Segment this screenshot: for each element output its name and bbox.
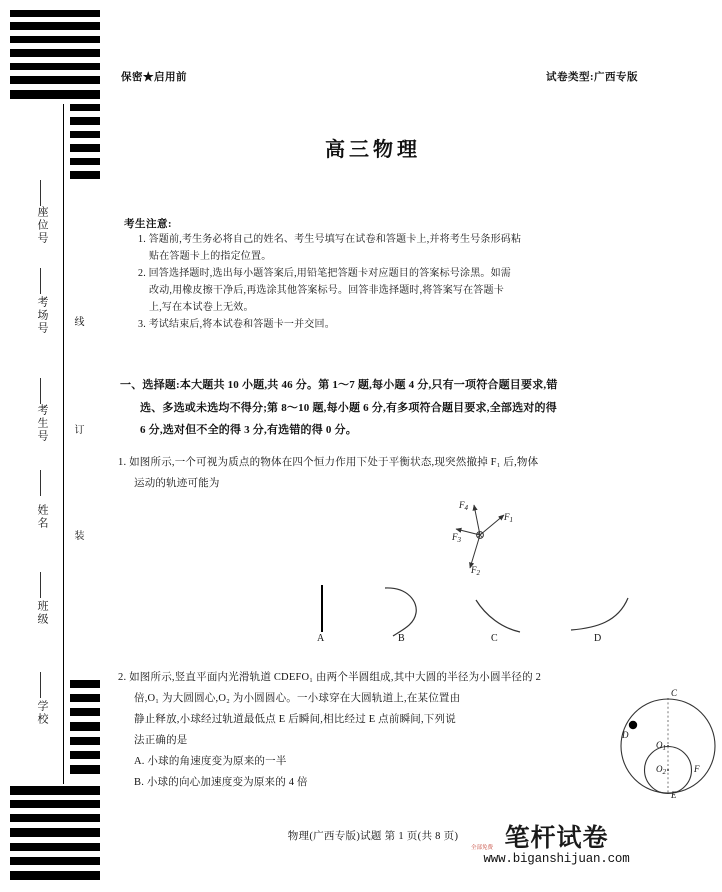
seal-line-rule (63, 104, 64, 784)
sidebar-field-class: 班级 (36, 600, 48, 626)
trajectory-label-a: A (317, 633, 325, 644)
confidential-notice: 保密★启用前 (121, 72, 187, 83)
sidebar-field-candidate-number: 考生号 (36, 404, 48, 443)
circular-track-svg (612, 686, 722, 806)
watermark (469, 824, 644, 866)
question-text: 运动的轨迹可能为 (134, 478, 220, 489)
question-2 (118, 667, 542, 793)
question-text: 如图所示,一个可视为质点的物体在四个恒力作用下处于平衡状态,现突然撤掉 F₁ 后,物体 (129, 457, 539, 468)
question-number: 1. (118, 457, 127, 468)
question-text: 如图所示,竖直平面内光滑轨道 CDEFO₁ 由两个半圆组成,其中大圆的半径为小圆半径的 2 (129, 672, 542, 683)
trajectory-label-c: C (491, 633, 498, 644)
circle-label-o2: $O_2$ (656, 764, 666, 776)
page-footer: 物理(广西专版)试题 第 1 页(共 8 页) (287, 831, 459, 842)
paper-type-label: 试卷类型:广西专版 (546, 72, 638, 83)
force-label-f3: $F_3$ (452, 532, 461, 544)
notice-item-number: 1. (138, 234, 146, 245)
circle-label-f: F (694, 764, 700, 774)
seal-char-line: 线 (72, 316, 83, 326)
watermark-tag: 全部免费 (471, 845, 494, 851)
circle-label-e: E (671, 790, 677, 800)
exam-page-content (100, 0, 700, 892)
question-text: 倍,O₁ 为大圆圆心,O₂ 为小圆圆心。一小球穿在大圆轨道上,在某位置由 (134, 693, 461, 704)
trajectory-label-b: B (398, 633, 405, 644)
sidebar-divider (40, 672, 41, 698)
figure-circular-track (612, 686, 722, 806)
page-title: 高三物理 (325, 139, 421, 161)
watermark-url: www.biganshijuan.com (483, 852, 630, 866)
sidebar-divider (40, 470, 41, 496)
question-2-option-a: A. 小球的角速度变为原来的一半 (134, 756, 287, 767)
notice-item-text: 回答选择题时,选出每小题答案后,用铅笔把答题卡对应题目的答案标号涂黑。如需 (148, 268, 512, 279)
section-heading-line: 选、多选或未选均不得分;第 8～10 题,每小题 6 分,有多项符合题目要求,全部选对的得 (140, 401, 557, 414)
notice-item (138, 231, 638, 265)
notice-item (138, 316, 638, 333)
force-label-f1: $F_1$ (504, 512, 513, 524)
answer-sheet-sidebar (0, 0, 100, 892)
watermark-brand: 笔杆试卷 (504, 824, 609, 852)
question-1 (118, 452, 640, 494)
sidebar-field-exam-room: 考场号 (36, 296, 48, 335)
circle-label-c: C (671, 688, 678, 698)
section-one-heading (120, 374, 640, 442)
section-heading-line: 6 分,选对但不全的得 3 分,有选错的得 0 分。 (140, 424, 357, 436)
trajectory-label-d: D (594, 633, 602, 644)
notice-item-text: 上,写在本试卷上无效。 (149, 302, 254, 313)
circle-label-o1: $O_1$ (656, 740, 666, 752)
notice-item-text: 答题前,考生务必将自己的姓名、考生号填写在试卷和答题卡上,并将考生号条形码粘 (148, 234, 522, 245)
sidebar-divider (40, 268, 41, 294)
question-number: 2. (118, 672, 127, 683)
figure-trajectory-options (280, 580, 640, 652)
question-2-option-b: B. 小球的向心加速度变为原来的 4 倍 (134, 777, 308, 788)
sidebar-field-name: 姓名 (36, 504, 48, 530)
notice-item-text: 贴在答题卡上的指定位置。 (149, 251, 272, 262)
sidebar-field-seat-number: 座位号 (36, 206, 48, 245)
notice-item-number: 2. (138, 268, 146, 279)
force-label-f2: $F_2$ (471, 565, 480, 577)
sidebar-divider (40, 180, 41, 206)
figure-force-diagram (432, 495, 572, 583)
sidebar-field-school: 学校 (36, 700, 48, 726)
notice-item-number: 3. (138, 319, 146, 330)
notice-heading: 考生注意: (124, 219, 172, 230)
seal-char-zhuang: 装 (72, 530, 83, 540)
sidebar-divider (40, 378, 41, 404)
sidebar-divider (40, 572, 41, 598)
notice-item-text: 改动,用橡皮擦干净后,再选涂其他答案标号。回答非选择题时,将答案写在答题卡 (149, 285, 504, 296)
circle-label-d: D (622, 730, 629, 740)
force-label-f4: $F_4$ (459, 500, 468, 512)
notice-item (138, 265, 638, 316)
seal-char-ding: 订 (72, 424, 83, 434)
section-heading-line: 一、选择题:本大题共 10 小题,共 46 分。第 1～7 题,每小题 4 分,只有一项符合题目要求,错 (120, 379, 558, 391)
notice-item-text: 考试结束后,将本试卷和答题卡一并交回。 (148, 319, 335, 330)
question-text: 法正确的是 (134, 735, 188, 746)
trajectory-svg (280, 580, 640, 652)
question-text: 静止释放,小球经过轨道最低点 E 后瞬间,相比经过 E 点前瞬间,下列说 (134, 714, 456, 725)
